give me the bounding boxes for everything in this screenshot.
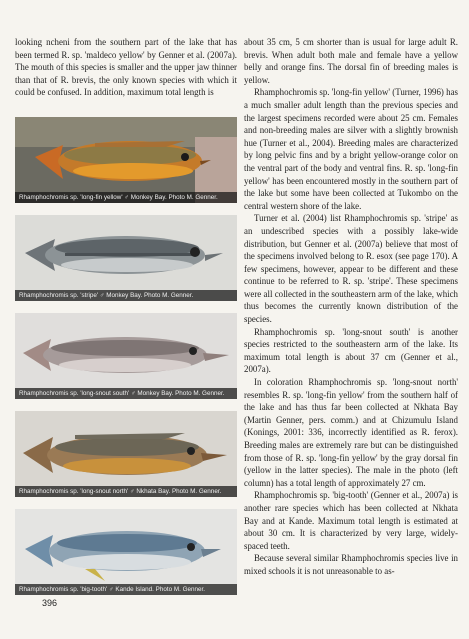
photo-caption: Rhamphochromis sp. 'big-tooth' ♂ Kande Island. Photo M. Genner. xyxy=(15,584,237,595)
fish-image-long-snout-north xyxy=(15,411,237,497)
left-paragraph: looking ncheni from the southern part of the lake that has been termed R. sp. 'maldeco yellow' by Genner et al. (2007a). The mouth of this species is smaller and the upper jaw thinner than that of R. brevis, the only known species with which it could be confused. In addition, maximum total length is xyxy=(15,37,237,98)
photo-long-snout-south xyxy=(15,313,237,399)
photo-caption: Rhamphochromis sp. 'long-snout north' ♂ Nkhata Bay. Photo M. Genner. xyxy=(15,486,237,497)
fish-image-long-snout-south xyxy=(15,313,237,399)
fish-image-big-tooth xyxy=(15,509,237,595)
paragraph: Turner et al. (2004) list Rhamphochromis sp. 'stripe' as an undescribed species with a possibly lake-wide distribution, but Genner et al. (2007a) believe that most of the specimens involved belong to R. esox (see page 170). A few specimens, however, appear to be different and these continue to be referred to R. sp. 'stripe'. These specimens were all collected in the southeastern arm of the lake, which thus becomes the currently known distribution of the species. xyxy=(244,213,458,325)
fish-image-long-fin-yellow xyxy=(15,117,237,203)
photo-long-snout-north xyxy=(15,411,237,497)
photo-caption: Rhamphochromis sp. 'stripe' ♂ Monkey Bay. Photo M. Genner. xyxy=(15,290,237,301)
paragraph: Rhamphochromis sp. 'long-snout south' is another species restricted to the southeastern arm of the lake. Its maximum total length is about 37 cm (Genner et al., 2007a). xyxy=(244,326,458,375)
photo-long-fin-yellow xyxy=(15,117,237,203)
page-number: 396 xyxy=(42,598,58,608)
paragraph: about 35 cm, 5 cm shorter than is usual for large adult R. brevis. When adult both male and female have a yellow belly and orange fins. The dorsal fin of breeding males is yellow. xyxy=(244,37,458,85)
right-column-text xyxy=(244,36,458,578)
fish-image-stripe xyxy=(15,215,237,301)
photo-caption: Rhamphochromis sp. 'long-snout south' ♂ Monkey Bay. Photo M. Genner. xyxy=(15,388,237,399)
paragraph: Rhamphochromis sp. 'long-fin yellow' (Turner, 1996) has a much smaller adult length than the previous species and the largest specimens recorded were about 25 cm. Females and non-breeding males are silver with a slightly brownish hue (Turner et al., 2004). Breeding males are characterized by long pelvic fins and by a bright yellow-orange color on the ventral part of the body and ventral fins. R. sp. 'long-fin yellow' has been encountered mostly in the southern part of the lake but some have been collected at Tukombo on the central western shore of the lake. xyxy=(244,87,458,211)
photo-big-tooth xyxy=(15,509,237,595)
photo-stripe xyxy=(15,215,237,301)
left-column-text xyxy=(15,36,237,99)
paragraph: Rhamphochromis sp. 'big-tooth' (Genner et al., 2007a) is another rare species which has been collected at Nkhata Bay and at Kande. Maximum total length is estimated at about 30 cm. It is characterized by very large, widely-spaced teeth. xyxy=(244,490,458,551)
paragraph: In coloration Rhamphochromis sp. 'long-snout north' resembles R. sp. 'long-fin yellow' from the southern half of the lake and has thus far been collected at Nkhata Bay (Martin Genner, pers. comm.) and at Chizumulu Island (Konings, 2001: 336, incorrectly identified as R. ferox). Breeding males are extremely rare but can be distinguished from those of R. sp. 'long-fin yellow' by the gray dorsal fin (yellow in the latter species). The male in the photo (left column) has a total length of approximately 27 cm. xyxy=(244,377,458,488)
photo-caption: Rhamphochromis sp. 'long-fin yellow' ♂ Monkey Bay. Photo M. Genner. xyxy=(15,192,237,203)
paragraph: Because several similar Rhamphochromis species live in mixed schools it is not unreasonable to as- xyxy=(244,553,458,576)
